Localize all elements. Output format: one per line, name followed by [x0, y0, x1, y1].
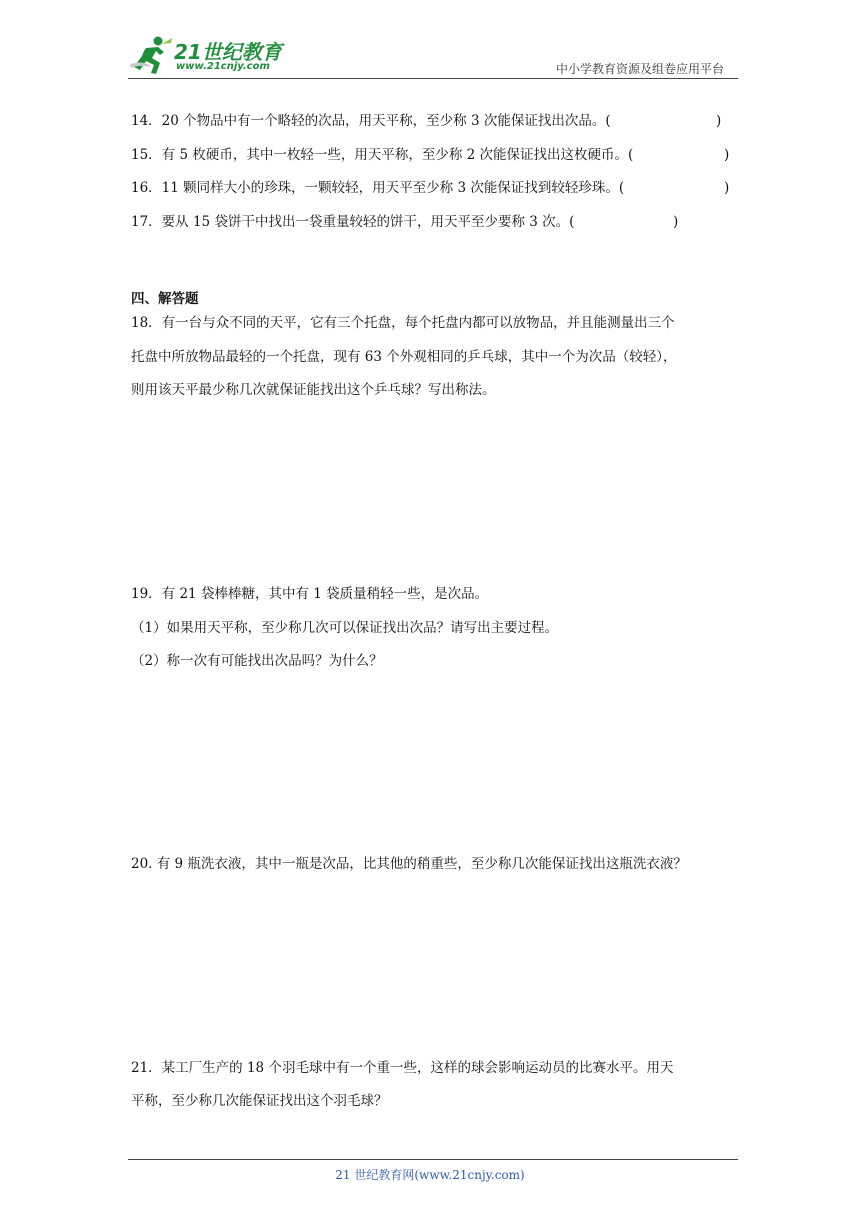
question-21-line-1: 21．某工厂生产的 18 个羽毛球中有一个重一些，这样的球会影响运动员的比赛水平。用天: [131, 1060, 674, 1076]
footer-divider: [128, 1159, 738, 1160]
page-header: [128, 34, 738, 78]
answer-paren-17[interactable]: ): [673, 214, 679, 230]
footer-site-link[interactable]: 21 世纪教育网(www.21cnjy.com): [335, 1168, 525, 1182]
answer-paren-14[interactable]: ): [716, 113, 722, 129]
answer-paren-15[interactable]: ): [724, 147, 730, 163]
question-15: 15．有 5 枚硬币，其中一枚轻一些，用天平称，至少称 2 次能保证找出这枚硬币。(: [131, 147, 634, 163]
question-17: 17．要从 15 袋饼干中找出一袋重量较轻的饼干，用天平至少要称 3 次。(: [131, 214, 575, 230]
logo-url: www.21cnjy.com: [176, 61, 270, 72]
question-19-line-1: 19．有 21 袋棒棒糖，其中有 1 袋质量稍轻一些，是次品。: [131, 586, 489, 602]
question-16: 16．11 颗同样大小的珍珠，一颗较轻，用天平至少称 3 次能保证找到较轻珍珠。(: [131, 180, 625, 196]
question-21-line-2: 平称，至少称几次能保证找出这个羽毛球？: [131, 1093, 388, 1109]
header-divider: [128, 78, 738, 79]
platform-tagline: 中小学教育资源及组卷应用平台: [555, 62, 724, 76]
answer-paren-16[interactable]: ): [724, 180, 730, 196]
question-19-part-2: （2）称一次有可能找出次品吗？为什么？: [131, 653, 383, 669]
question-18-line-2: 托盘中所放物品最轻的一个托盘，现有 63 个外观相同的乒乓球，其中一个为次品（较轻），: [131, 349, 677, 365]
question-19-part-1: （1）如果用天平称，至少称几次可以保证找出次品？请写出主要过程。: [131, 620, 559, 636]
question-18-line-3: 则用该天平最少称几次就保证能找出这个乒乓球？写出称法。: [131, 382, 496, 398]
logo-title: 21世纪教育: [174, 40, 282, 64]
runner-logo-icon: [128, 34, 174, 78]
site-logo: [128, 34, 298, 78]
question-14: 14．20 个物品中有一个略轻的次品，用天平称，至少称 3 次能保证找出次品。(: [131, 113, 611, 129]
question-20: 20. 有 9 瓶洗衣液，其中一瓶是次品，比其他的稍重些，至少称几次能保证找出这瓶洗衣液？: [131, 856, 687, 872]
section-title-answers: 四、解答题: [131, 291, 199, 307]
question-18-line-1: 18．有一台与众不同的天平，它有三个托盘，每个托盘内都可以放物品，并且能测量出三个: [131, 315, 675, 331]
